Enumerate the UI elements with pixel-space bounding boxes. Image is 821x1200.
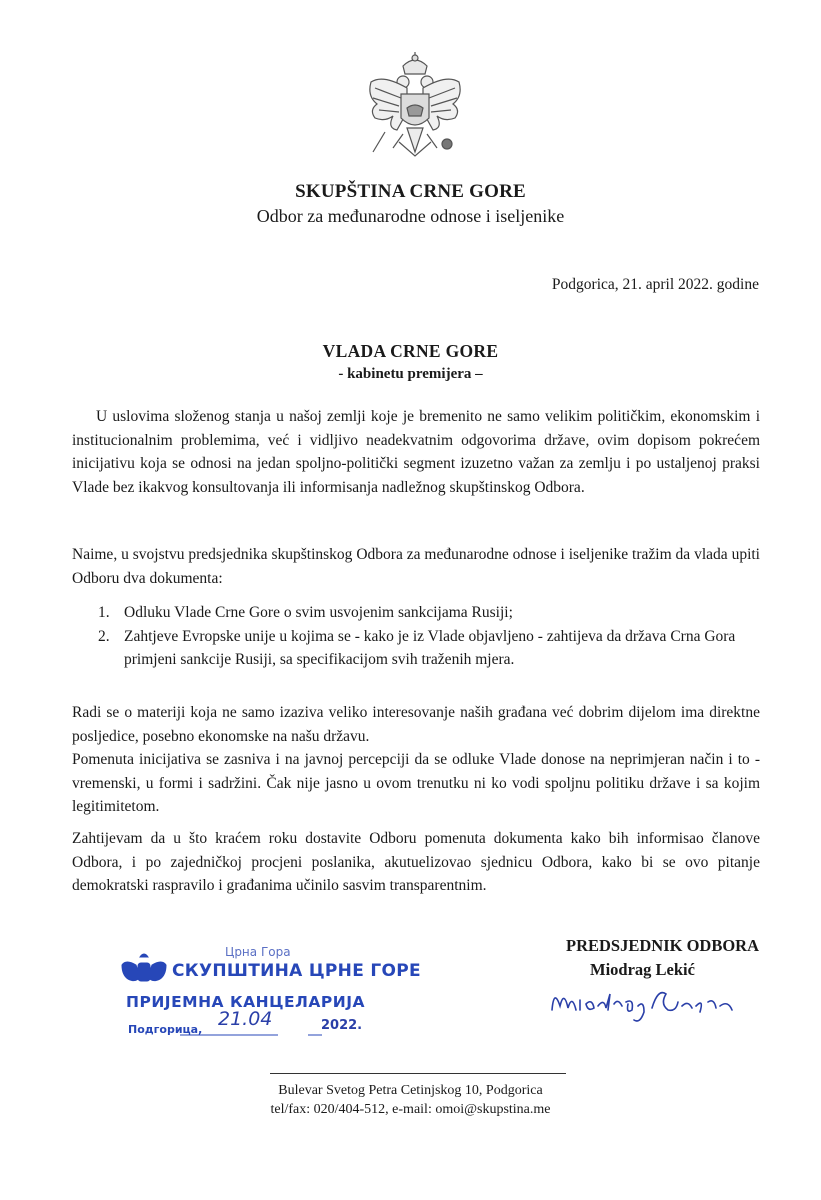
list-item <box>72 625 760 672</box>
addressee-office: - kabinetu premijera – <box>338 366 483 382</box>
body-paragraph-3 <box>72 701 760 819</box>
addressee-name: VLADA CRNE GORE <box>322 341 499 361</box>
body-paragraph-3b: Pomenuta inicijativa se zasniva i na javnoj percepciji da se odluke Vlade donose na neprimjeran način i to - vremenski, u formi i sadržini. Čak nije jasno u ovom trenutku ni ko vodi spoljnu politiku države i sa kojim legitimitetom. <box>72 751 760 815</box>
stamp-office: ПРИЈЕМНА КАНЦЕЛАРИЈА <box>126 993 366 1011</box>
footer-divider <box>270 1073 566 1074</box>
body-paragraph-2: Naime, u svojstvu predsjednika skupštinskog Odbora za međunarodne odnose i iseljenike tražim da vlada upiti Odboru dva dokumenta: <box>72 546 760 587</box>
institution-name: SKUPŠTINA CRNE GORE <box>295 181 526 202</box>
stamp-institution: СКУПШТИНА ЦРНЕ ГОРЕ <box>172 961 421 981</box>
footer-address: Bulevar Svetog Petra Cetinjskog 10, Podgorica <box>278 1083 543 1098</box>
committee-name: Odbor za međunarodne odnose i iseljenike <box>256 206 565 226</box>
footer-contact: tel/fax: 020/404-512, e-mail: omoi@skupstina.me <box>270 1102 551 1117</box>
handwritten-signature <box>548 980 748 1030</box>
list-item <box>72 601 760 625</box>
requested-documents-list <box>72 601 760 672</box>
date-line: Podgorica, 21. april 2022. godine <box>551 276 759 293</box>
stamp-country: Црна Гора <box>225 945 291 959</box>
stamp-handwritten-date: 21.04 <box>218 1008 273 1030</box>
list-item-text: Odluku Vlade Crne Gore o svim usvojenim sankcijama Rusiji; <box>124 604 513 621</box>
body-paragraph-1: U uslovima složenog stanja u našoj zemlji koje je bremenito ne samo velikim političkim, ekonomskim i institucionalnim problemima, već i vidljivo neadekvatnim odgovorima države, ovim dopisom pokrećem inicijativu koja se odnosi na jedan spoljno-politički segment izuzetno važan za zemlju i po ustaljenoj praksi Vlade bez ikakvog konsultovanja ili informisanja nadležnog skupštinskog Odbora. <box>72 408 760 496</box>
stamp-city: Подгорица, <box>128 1023 203 1036</box>
stamp-year: 2022. <box>321 1018 363 1033</box>
body-paragraph-3a: Radi se o materiji koja ne samo izaziva veliko interesovanje naših građana već dobrim dijelom ima direktne posljedice, posebno ekonomske na našu državu. <box>72 704 760 745</box>
list-item-number: 1. <box>98 604 110 621</box>
body-paragraph-4: Zahtijevam da u što kraćem roku dostavite Odboru pomenuta dokumenta kako bih informisao članove Odbora, i po zajedničkoj procjeni poslanika, akutuelizovao sjednicu Odbora, kako bi se ovo pitanje demokratski raspravilo i građanima učinilo sasvim transparentnim. <box>72 830 760 894</box>
signatory-title: PREDSJEDNIK ODBORA <box>566 936 759 955</box>
list-item-text: Zahtjeve Evropske unije u kojima se - kako je iz Vlade objavljeno - zahtijeva da država Crna Gora primjeni sankcije Rusiji, sa specifikacijom svih traženih mjera. <box>124 627 736 668</box>
coat-of-arms-icon <box>363 52 467 164</box>
signatory-name: Miodrag Lekić <box>590 960 695 979</box>
list-item-number: 2. <box>98 627 110 645</box>
